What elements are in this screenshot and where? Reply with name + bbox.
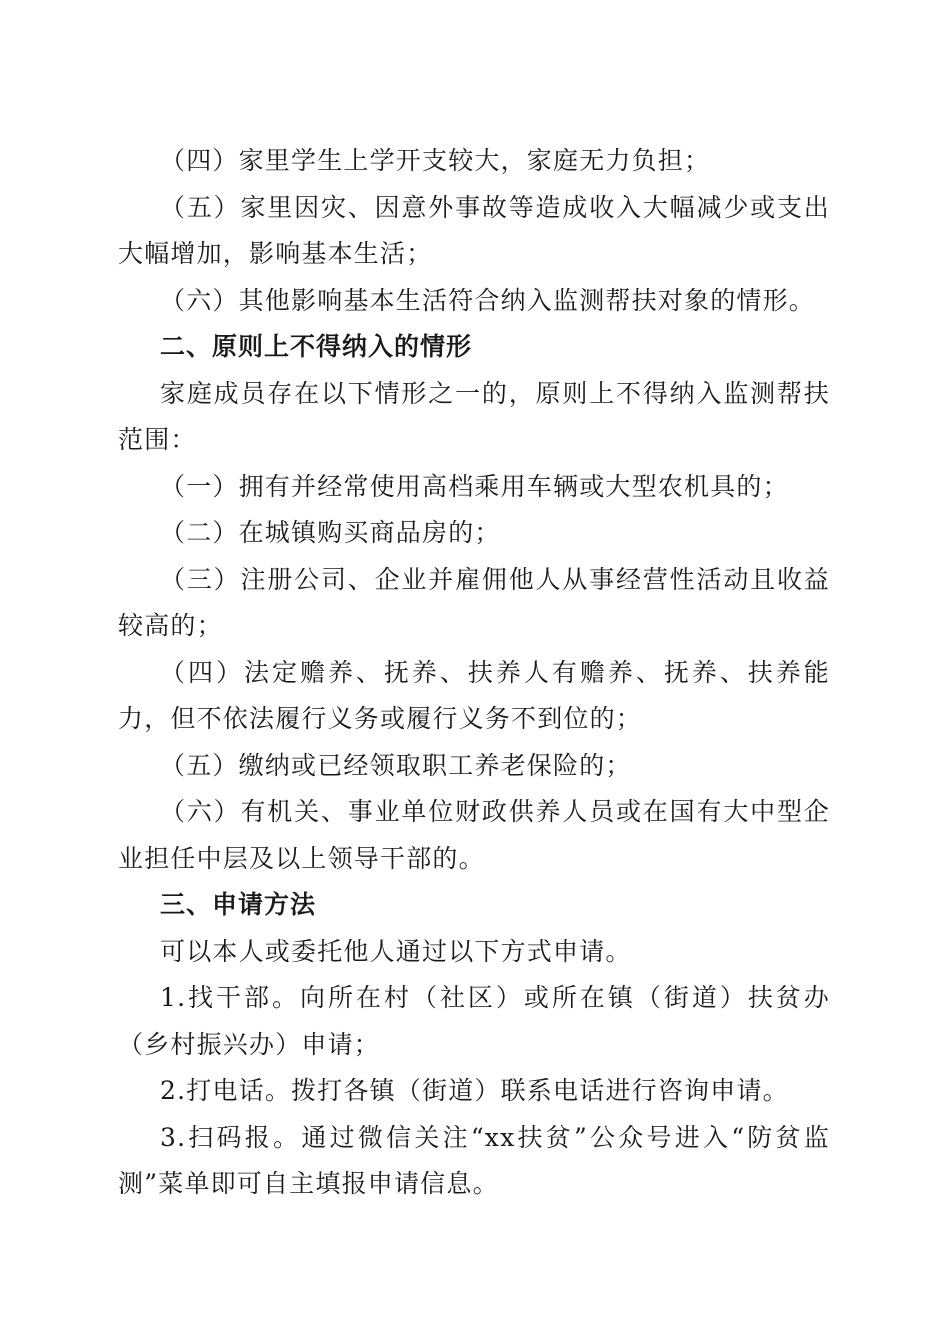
exclusion-item-1: （一）拥有并经常使用高档乘用车辆或大型农机具的； <box>160 471 789 501</box>
exclusion-item-3: （三）注册公司、企业并雇佣他人从事经营性活动且收益较高的； <box>118 564 830 640</box>
exclusion-item-5: （五）缴纳或已经领取职工养老保险的； <box>160 750 632 780</box>
section-heading-exclusions: 二、原则上不得纳入的情形 <box>160 332 473 361</box>
exclusion-item-6: （六）有机关、事业单位财政供养人员或在国有大中型企业担任中层及以上领导干部的。 <box>118 797 830 873</box>
application-method-3: 3.扫码报。通过微信关注“xx扶贫”公众号进入“防贫监测”菜单即可自主填报申请信息。 <box>118 1122 830 1198</box>
document-body <box>118 138 830 1208</box>
exclusion-item-4: （四）法定赡养、抚养、扶养人有赡养、抚养、扶养能力，但不依法履行义务或履行义务不到位的； <box>118 657 830 733</box>
exclusions-intro: 家庭成员存在以下情形之一的，原则上不得纳入监测帮扶范围： <box>118 378 830 454</box>
application-method-2: 2.打电话。拨打各镇（街道）联系电话进行咨询申请。 <box>160 1076 789 1105</box>
application-method-1: 1.找干部。向所在村（社区）或所在镇（街道）扶贫办（乡村振兴办）申请； <box>118 983 830 1059</box>
condition-item-4: （四）家里学生上学开支较大，家庭无力负担； <box>160 146 711 175</box>
exclusion-item-2: （二）在城镇购买商品房的； <box>160 518 501 547</box>
section-heading-application: 三、申请方法 <box>160 890 317 919</box>
condition-item-5: （五）家里因灾、因意外事故等造成收入大幅减少或支出大幅增加，影响基本生活； <box>118 192 830 268</box>
application-intro: 可以本人或委托他人通过以下方式申请。 <box>160 936 632 966</box>
condition-item-6: （六）其他影响基本生活符合纳入监测帮扶对象的情形。 <box>160 285 816 315</box>
